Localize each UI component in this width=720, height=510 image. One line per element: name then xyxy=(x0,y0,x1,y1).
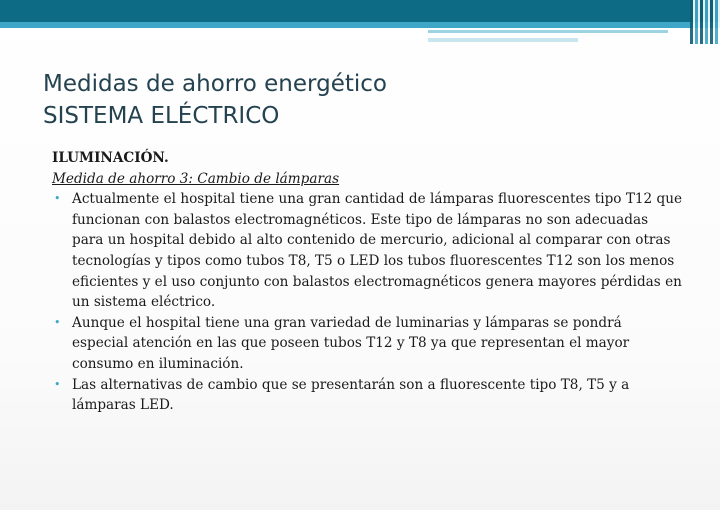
bullet-list xyxy=(52,189,682,416)
bullet-icon: • xyxy=(54,315,61,329)
bullet-item xyxy=(52,313,682,375)
slide-body xyxy=(52,148,682,416)
slide-title-line-1: Medidas de ahorro energético xyxy=(43,71,387,97)
slide-title-line-2: SISTEMA ELÉCTRICO xyxy=(43,103,280,129)
slide-title xyxy=(43,68,683,132)
header-bar-light xyxy=(0,22,720,28)
header-accent-strip-short xyxy=(428,38,578,42)
bullet-text: Aunque el hospital tiene una gran variedad de luminarias y lámparas se pondrá especial atención en las que poseen tubos T12 y T8 ya que representan el mayor consumo en iluminación. xyxy=(72,314,630,372)
bullet-text: Actualmente el hospital tiene una gran cantidad de lámparas fluorescentes tipo T12 que funcionan con balastos electromagnéticos. Este tipo de lámparas no son adecuadas para un hospital debido al alto contenido de mercurio, adicional al comparar con otras tecnologías y tipos como tubos T8, T5 o LED los tubos fluorescentes T12 son los menos eficientes y el uso conjunto con balastos electromagnéticos genera mayores pérdidas en un sistema eléctrico. xyxy=(72,191,682,311)
section-subheading: Medida de ahorro 3: Cambio de lámparas xyxy=(52,170,340,187)
header-stripes-decoration xyxy=(690,0,720,44)
bullet-text: Las alternativas de cambio que se presentarán son a fluorescente tipo T8, T5 y a lámparas LED. xyxy=(72,376,630,414)
header-accent-strip xyxy=(428,30,668,33)
section-heading: ILUMINACIÓN. xyxy=(52,150,169,166)
bullet-item xyxy=(52,375,682,416)
bullet-icon: • xyxy=(54,377,61,391)
bullet-icon: • xyxy=(54,192,61,206)
bullet-item xyxy=(52,189,682,313)
header-bar-dark xyxy=(0,0,720,22)
